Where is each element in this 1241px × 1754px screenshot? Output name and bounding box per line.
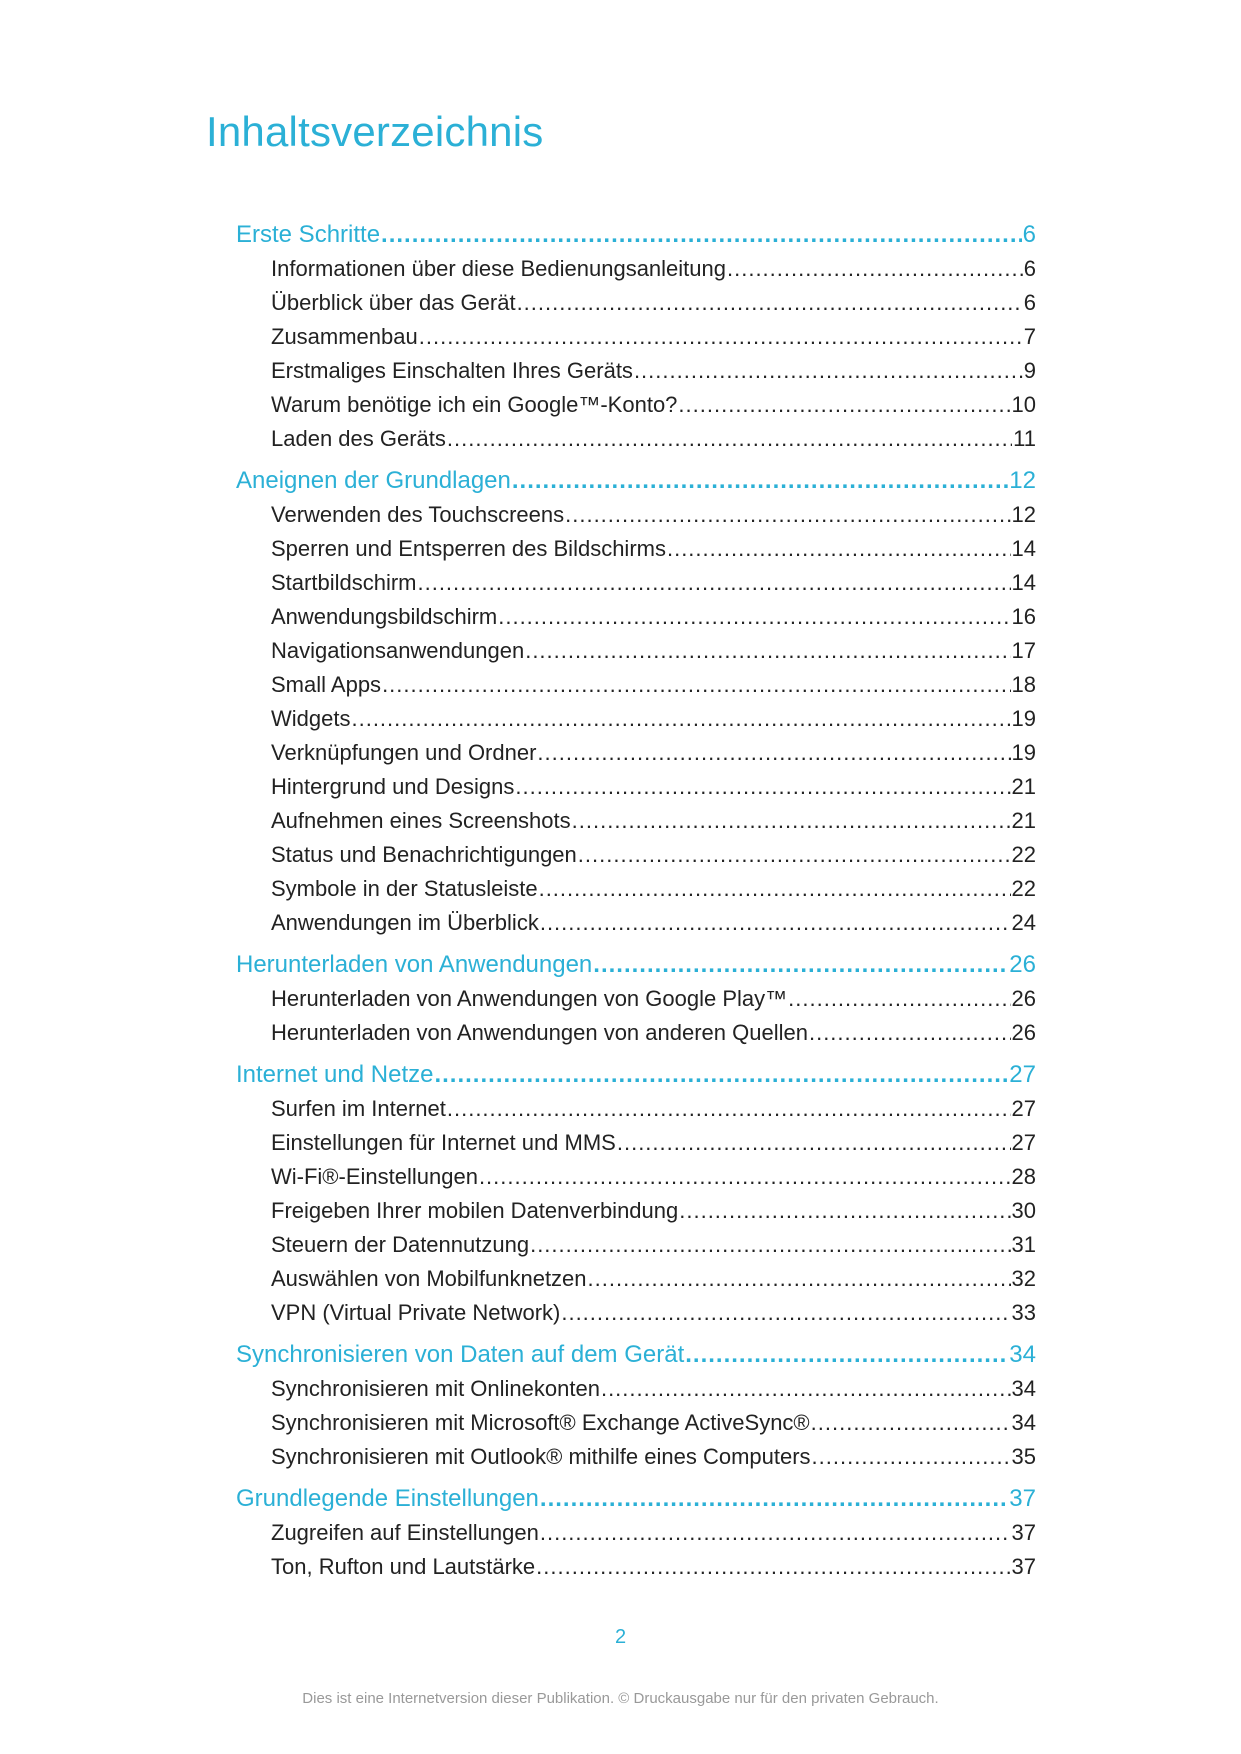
toc-entry-page: 21: [1011, 808, 1036, 833]
dot-leader: [678, 388, 1010, 422]
toc-entry-label: Herunterladen von Anwendungen: [236, 951, 593, 978]
toc-subsection-link[interactable]: [236, 286, 1036, 320]
toc-subsection-link[interactable]: [236, 838, 1036, 872]
toc-entry-label: Laden des Geräts: [271, 426, 446, 451]
dot-leader: [419, 320, 1023, 354]
toc-entry-page: 14: [1011, 536, 1036, 561]
toc-entry-page: 37: [1011, 1520, 1036, 1545]
toc-section: [236, 1058, 1036, 1330]
dot-leader: [515, 770, 1010, 804]
toc-entry-label: Steuern der Datennutzung: [271, 1232, 530, 1257]
dot-leader: [809, 1016, 1011, 1050]
dot-leader: [517, 286, 1023, 320]
toc-entry-page: 11: [1013, 426, 1036, 451]
toc-subsection-link[interactable]: [236, 736, 1036, 770]
toc-entry-label: Navigationsanwendungen: [271, 638, 525, 663]
toc-entry-label: Aufnehmen eines Screenshots: [271, 808, 571, 833]
dot-leader: [561, 1296, 1010, 1330]
toc-entry-page: 9: [1023, 358, 1036, 383]
toc-subsection-link[interactable]: [236, 1092, 1036, 1126]
toc-subsection-link[interactable]: [236, 532, 1036, 566]
dot-leader: [447, 422, 1012, 456]
toc-subsection-link[interactable]: [236, 668, 1036, 702]
toc-subsection-link[interactable]: [236, 982, 1036, 1016]
toc-entry-label: Freigeben Ihrer mobilen Datenverbindung: [271, 1198, 679, 1223]
dot-leader: [540, 1482, 1008, 1516]
page-number: 2: [614, 1626, 627, 1648]
page-title: Inhaltsverzeichnis: [206, 108, 544, 155]
toc-entry-page: 33: [1011, 1300, 1036, 1325]
toc-subsection-link[interactable]: [236, 498, 1036, 532]
toc-entry-page: 26: [1011, 986, 1036, 1011]
dot-leader: [539, 872, 1011, 906]
dot-leader: [537, 736, 1010, 770]
toc-entry-label: Herunterladen von Anwendungen von anderen Quellen: [271, 1020, 808, 1045]
toc-entry-page: 37: [1009, 1485, 1036, 1512]
dot-leader: [512, 464, 1008, 498]
dot-leader: [498, 600, 1010, 634]
dot-leader: [727, 252, 1023, 286]
toc-entry-page: 19: [1011, 706, 1036, 731]
toc-entry-label: Symbole in der Statusleiste: [271, 876, 538, 901]
toc-entry-label: Wi-Fi®-Einstellungen: [271, 1164, 478, 1189]
toc-entry-page: 18: [1011, 672, 1036, 697]
dot-leader: [788, 982, 1010, 1016]
toc-entry-page: 10: [1011, 392, 1036, 417]
toc-entry-label: Ton, Rufton und Lautstärke: [271, 1554, 536, 1579]
toc-entry-label: Warum benötige ich ein Google™-Konto?: [271, 392, 678, 417]
toc-subsection-link[interactable]: [236, 1296, 1036, 1330]
table-of-contents: [236, 218, 1036, 1592]
dot-leader: [634, 354, 1023, 388]
toc-subsection-link[interactable]: [236, 872, 1036, 906]
toc-subsection-link[interactable]: [236, 1016, 1036, 1050]
toc-entry-label: Synchronisieren mit Outlook® mithilfe eines Computers: [271, 1444, 811, 1469]
toc-entry-label: Informationen über diese Bedienungsanleitung: [271, 256, 726, 281]
toc-entry-label: Hintergrund und Designs: [271, 774, 515, 799]
toc-subsection-link[interactable]: [236, 422, 1036, 456]
toc-entry-page: 30: [1011, 1198, 1036, 1223]
toc-subsection-link[interactable]: [236, 1406, 1036, 1440]
dot-leader: [812, 1440, 1011, 1474]
toc-subsection-link[interactable]: [236, 1194, 1036, 1228]
toc-subsection-link[interactable]: [236, 1516, 1036, 1550]
toc-section: [236, 218, 1036, 456]
toc-entry-page: 17: [1011, 638, 1036, 663]
toc-entry-label: Herunterladen von Anwendungen von Google Play™: [271, 986, 788, 1011]
dot-leader: [536, 1550, 1010, 1584]
dot-leader: [530, 1228, 1010, 1262]
toc-section: [236, 948, 1036, 1050]
toc-subsection-link[interactable]: [236, 388, 1036, 422]
toc-subsection-link[interactable]: [236, 1160, 1036, 1194]
toc-entry-label: Startbildschirm: [271, 570, 417, 595]
dot-leader: [351, 702, 1010, 736]
toc-subsection-link[interactable]: [236, 634, 1036, 668]
toc-subsection-link[interactable]: [236, 1262, 1036, 1296]
dot-leader: [525, 634, 1010, 668]
toc-section: [236, 1482, 1036, 1584]
toc-subsection-link[interactable]: [236, 354, 1036, 388]
toc-entry-label: Verknüpfungen und Ordner: [271, 740, 537, 765]
toc-entry-page: 12: [1009, 467, 1036, 494]
toc-entry-page: 35: [1011, 1444, 1036, 1469]
toc-entry-page: 16: [1011, 604, 1036, 629]
toc-entry-page: 19: [1011, 740, 1036, 765]
toc-entry-page: 21: [1011, 774, 1036, 799]
toc-entry-page: 22: [1011, 842, 1036, 867]
dot-leader: [381, 218, 1022, 252]
toc-entry-page: 28: [1011, 1164, 1036, 1189]
footer-note: Dies ist eine Internetversion dieser Publikation. © Druckausgabe nur für den privaten Gebrauch.: [302, 1690, 939, 1707]
toc-chapter-link[interactable]: [236, 464, 1036, 498]
toc-entry-page: 6: [1023, 290, 1036, 315]
toc-subsection-link[interactable]: [236, 1126, 1036, 1160]
toc-subsection-link[interactable]: [236, 770, 1036, 804]
dot-leader: [811, 1406, 1011, 1440]
toc-entry-page: 12: [1011, 502, 1036, 527]
dot-leader: [572, 804, 1011, 838]
toc-subsection-link[interactable]: [236, 600, 1036, 634]
toc-subsection-link[interactable]: [236, 906, 1036, 940]
dot-leader: [593, 948, 1008, 982]
toc-subsection-link[interactable]: [236, 320, 1036, 354]
toc-entry-page: 14: [1011, 570, 1036, 595]
dot-leader: [601, 1372, 1011, 1406]
toc-entry-page: 6: [1022, 221, 1036, 248]
dot-leader: [434, 1058, 1008, 1092]
toc-entry-label: Erste Schritte: [236, 221, 381, 248]
toc-entry-label: Small Apps: [271, 672, 382, 697]
dot-leader: [679, 1194, 1010, 1228]
toc-entry-label: Zusammenbau: [271, 324, 418, 349]
toc-entry-page: 37: [1011, 1554, 1036, 1579]
toc-entry-label: Surfen im Internet: [271, 1096, 446, 1121]
dot-leader: [667, 532, 1011, 566]
dot-leader: [588, 1262, 1011, 1296]
toc-entry-page: 34: [1011, 1376, 1036, 1401]
dot-leader: [617, 1126, 1011, 1160]
toc-subsection-link[interactable]: [236, 566, 1036, 600]
dot-leader: [540, 1516, 1011, 1550]
dot-leader: [447, 1092, 1011, 1126]
toc-chapter-link[interactable]: [236, 1482, 1036, 1516]
toc-chapter-link[interactable]: [236, 948, 1036, 982]
toc-entry-label: Status und Benachrichtigungen: [271, 842, 577, 867]
toc-section: [236, 464, 1036, 940]
toc-entry-label: Synchronisieren von Daten auf dem Gerät: [236, 1341, 685, 1368]
toc-entry-label: Grundlegende Einstellungen: [236, 1485, 539, 1512]
toc-chapter-link[interactable]: [236, 1338, 1036, 1372]
dot-leader: [685, 1338, 1008, 1372]
toc-entry-label: Überblick über das Gerät: [271, 290, 516, 315]
toc-entry-page: 34: [1009, 1341, 1036, 1368]
toc-subsection-link[interactable]: [236, 1228, 1036, 1262]
toc-entry-label: Anwendungsbildschirm: [271, 604, 498, 629]
toc-subsection-link[interactable]: [236, 252, 1036, 286]
toc-subsection-link[interactable]: [236, 702, 1036, 736]
toc-entry-label: Widgets: [271, 706, 351, 731]
toc-entry-label: Synchronisieren mit Onlinekonten: [271, 1376, 600, 1401]
toc-subsection-link[interactable]: [236, 804, 1036, 838]
toc-entry-label: Synchronisieren mit Microsoft® Exchange ActiveSync®: [271, 1410, 810, 1435]
toc-chapter-link[interactable]: [236, 1058, 1036, 1092]
toc-entry-label: Erstmaliges Einschalten Ihres Geräts: [271, 358, 633, 383]
toc-entry-label: Auswählen von Mobilfunknetzen: [271, 1266, 587, 1291]
dot-leader: [565, 498, 1010, 532]
dot-leader: [578, 838, 1011, 872]
toc-entry-label: Sperren und Entsperren des Bildschirms: [271, 536, 666, 561]
toc-entry-page: 27: [1011, 1096, 1036, 1121]
toc-entry-label: VPN (Virtual Private Network): [271, 1300, 561, 1325]
toc-entry-label: Anwendungen im Überblick: [271, 910, 539, 935]
dot-leader: [382, 668, 1010, 702]
dot-leader: [540, 906, 1011, 940]
toc-entry-page: 27: [1011, 1130, 1036, 1155]
toc-entry-label: Aneignen der Grundlagen: [236, 467, 511, 494]
dot-leader: [479, 1160, 1011, 1194]
toc-entry-page: 34: [1011, 1410, 1036, 1435]
toc-entry-label: Zugreifen auf Einstellungen: [271, 1520, 539, 1545]
toc-entry-page: 26: [1009, 951, 1036, 978]
toc-entry-label: Verwenden des Touchscreens: [271, 502, 565, 527]
toc-entry-page: 26: [1011, 1020, 1036, 1045]
toc-subsection-link[interactable]: [236, 1372, 1036, 1406]
toc-subsection-link[interactable]: [236, 1440, 1036, 1474]
toc-entry-page: 6: [1023, 256, 1036, 281]
toc-entry-page: 32: [1011, 1266, 1036, 1291]
toc-chapter-link[interactable]: [236, 218, 1036, 252]
toc-subsection-link[interactable]: [236, 1550, 1036, 1584]
toc-entry-page: 27: [1009, 1061, 1036, 1088]
toc-entry-page: 22: [1011, 876, 1036, 901]
dot-leader: [417, 566, 1010, 600]
toc-entry-label: Einstellungen für Internet und MMS: [271, 1130, 616, 1155]
toc-entry-page: 7: [1023, 324, 1036, 349]
toc-entry-label: Internet und Netze: [236, 1061, 434, 1088]
toc-section: [236, 1338, 1036, 1474]
toc-entry-page: 24: [1011, 910, 1036, 935]
toc-entry-page: 31: [1011, 1232, 1036, 1257]
